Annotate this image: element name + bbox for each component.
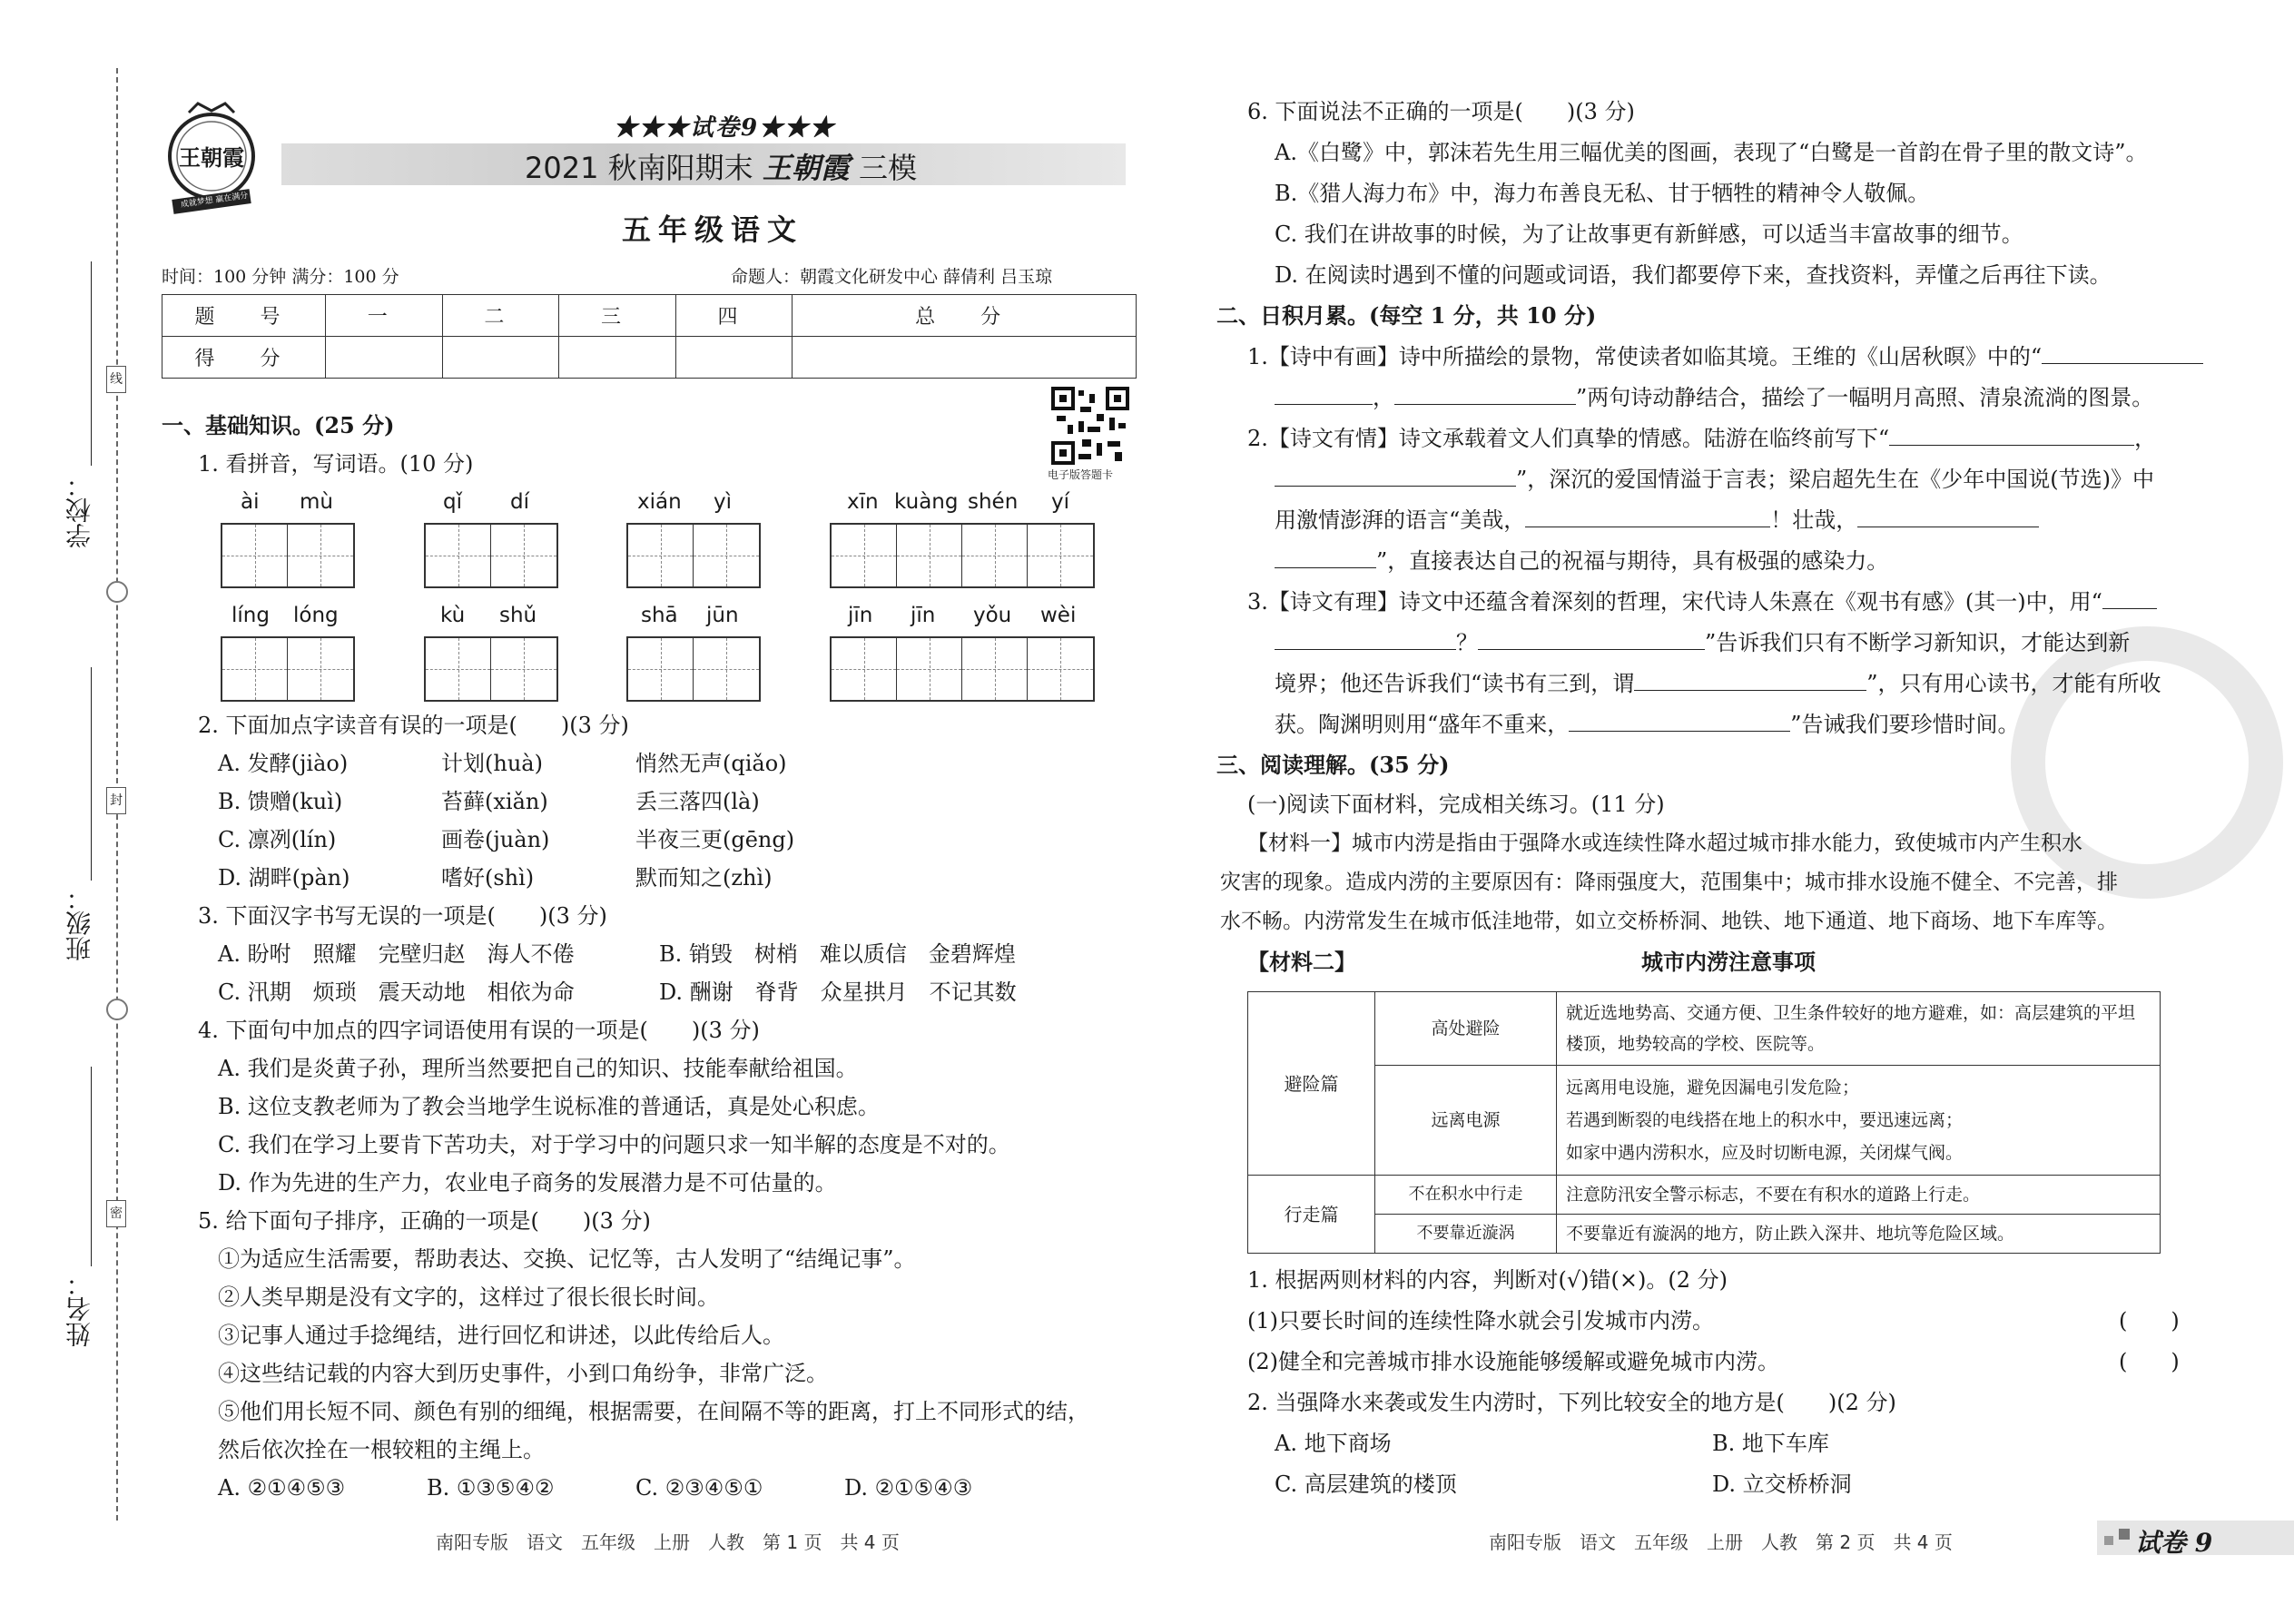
brand-logo: 王朝霞 成就梦想 赢在满分 bbox=[162, 100, 261, 218]
paper-tag: 试卷 9 bbox=[2135, 1528, 2213, 1558]
answer-blank[interactable] bbox=[1275, 465, 1516, 487]
q6-prompt: 6. 下面说法不正确的一项是( )(3 分) bbox=[1247, 99, 1635, 124]
q5-sentence: ①为适应生活需要，帮助表达、交换、记忆等，古人发明了“结绳记事”。 bbox=[218, 1246, 916, 1272]
section-2-title: 二、日积月累。(每空 1 分，共 10 分) bbox=[1216, 302, 1597, 329]
answer-blank[interactable] bbox=[1569, 710, 1790, 732]
material-2-label: 【材料二】 bbox=[1247, 950, 1356, 975]
answer-blank[interactable] bbox=[1478, 628, 1705, 650]
q6-option-c[interactable]: C. 我们在讲故事的时候，为了让故事更有新鲜感，可以适当丰富故事的细节。 bbox=[1275, 221, 2023, 247]
q5-sentence: ②人类早期是没有文字的，这样过了很长很长时间。 bbox=[218, 1284, 719, 1310]
q2-option-text: 画卷(juàn) bbox=[441, 827, 550, 852]
page-footer-right: 南阳专版 语文 五年级 上册 人教 第 2 页 共 4 页 bbox=[1489, 1531, 1953, 1553]
flood-info-table: 避险篇 高处避险 就近选地势高、交通方便、卫生条件较好的地方避难，如：高层建筑的平坦楼顶，地势较高的学校、医院等。 远离电源 远离用电设施，避免因漏电引发危险； 若遇到断裂的电线搭在地上的积水中，要迅速远离； 如家中遇内涝积水，应及时切断电源，关闭煤气阀。 行走篇 不在积水中行走 注意防汛安全警示标志，不要在有积水的道路上行走。 不要靠近漩涡 不要靠近有漩涡的地方，防止跌入深井、地坑等危险区域。 bbox=[1247, 991, 2161, 1254]
q3-prompt: 3. 下面汉字书写无误的一项是( )(3 分) bbox=[198, 903, 607, 929]
pinyin: yí bbox=[1051, 490, 1070, 514]
recite-1: 1.【诗中有画】诗中所描绘的景物，常使读者如临其境。王维的《山居秋暝》中的“ bbox=[1247, 342, 2203, 371]
recite-3-cont: 境界；他还告诉我们“读书有三到，谓 ”，只有用心读书，才能有所收 bbox=[1275, 671, 2161, 696]
exam-authors: 命题人：朝霞文化研发中心 薛倩利 吕玉琼 bbox=[731, 267, 1053, 287]
q2-option-b[interactable]: B. 馈赠(kuì) bbox=[218, 789, 343, 814]
qr-caption: 电子版答题卡 bbox=[1048, 468, 1114, 481]
q2-prompt: 2. 下面加点字读音有误的一项是( )(3 分) bbox=[198, 713, 629, 738]
reading-q1-statement-2: (2)健全和完善城市排水设施能够缓解或避免城市内涝。 bbox=[1247, 1349, 1779, 1374]
q5-option-a[interactable]: A. ②①④⑤③ bbox=[218, 1475, 346, 1501]
recite-3-cont: 获。陶渊明则用“盛年不重来， ”告诫我们要珍惜时间。 bbox=[1275, 712, 2020, 737]
q4-option-d[interactable]: D. 作为先进的生产力，农业电子商务的发展潜力是不可估量的。 bbox=[218, 1170, 837, 1196]
binding-seal-icon bbox=[106, 581, 128, 603]
binding-seal-icon bbox=[106, 999, 128, 1020]
q2-option-d[interactable]: D. 湖畔(pàn) bbox=[218, 865, 350, 891]
pinyin: xián bbox=[637, 490, 682, 514]
answer-blank[interactable] bbox=[2102, 587, 2157, 609]
binding-box-line: 线 bbox=[106, 366, 126, 393]
q3-option-a[interactable]: A. 盼咐 照耀 完壁归赵 海人不倦 bbox=[218, 941, 575, 967]
answer-blank[interactable] bbox=[1275, 546, 1376, 568]
pinyin: dí bbox=[510, 490, 529, 514]
pinyin: jūn bbox=[706, 604, 739, 627]
q5-option-b[interactable]: B. ①③⑤④② bbox=[427, 1475, 555, 1501]
recite-1-cont: ， ”两句诗动静结合，描绘了一幅明月高照、清泉流淌的图景。 bbox=[1275, 383, 2153, 412]
series-label: ★★★试卷9★★★ bbox=[614, 114, 836, 142]
pinyin: kuàng bbox=[894, 490, 959, 514]
answer-blank[interactable] bbox=[1275, 383, 1373, 405]
answer-grid[interactable] bbox=[626, 636, 761, 702]
passage-1-prompt: (一)阅读下面材料，完成相关练习。(11 分) bbox=[1247, 792, 1665, 817]
q5-prompt: 5. 给下面句子排序，正确的一项是( )(3 分) bbox=[198, 1208, 651, 1234]
recite-2-cont: ”，直接表达自己的祝福与期待，具有极强的感染力。 bbox=[1275, 546, 1888, 576]
score-table: 题 号 一 二 三 四 总 分 得 分 bbox=[162, 294, 1137, 379]
reading-q1-statement-1: (1)只要长时间的连续性降水就会引发城市内涝。 bbox=[1247, 1308, 1714, 1334]
answer-blank[interactable] bbox=[1275, 628, 1456, 650]
material-1: 灾害的现象。造成内涝的主要原因有：降雨强度大，范围集中；城市排水设施不健全、不完善，排 bbox=[1220, 871, 2118, 894]
q2-option-text: 丢三落四(là) bbox=[635, 789, 760, 814]
q6-option-a[interactable]: A.《白鹭》中，郭沫若先生用三幅优美的图画，表现了“白鹭是一首韵在骨子里的散文诗”。 bbox=[1275, 140, 2148, 165]
pinyin: líng bbox=[231, 604, 270, 627]
q2-option-text: 计划(huà) bbox=[441, 751, 543, 776]
tag-square-icon bbox=[2119, 1529, 2130, 1540]
q6-option-d[interactable]: D. 在阅读时遇到不懂的问题或词语，我们都要停下来，查找资料，弄懂之后再往下读。 bbox=[1275, 262, 2112, 288]
q2-option-a[interactable]: A. 发酵(jiào) bbox=[218, 751, 349, 776]
recite-2-cont: 用激情澎湃的语言“美哉， ！壮哉， bbox=[1275, 506, 2039, 535]
pinyin: lóng bbox=[293, 604, 339, 627]
answer-grid[interactable] bbox=[626, 523, 761, 588]
reading-q2-option-a[interactable]: A. 地下商场 bbox=[1275, 1431, 1392, 1456]
answer-grid[interactable] bbox=[424, 523, 558, 588]
pinyin: ài bbox=[241, 490, 260, 514]
pinyin: shā bbox=[641, 604, 678, 627]
q5-sentence: ③记事人通过手捻绳结，进行回忆和讲述，以此传给后人。 bbox=[218, 1323, 784, 1348]
tag-square-icon bbox=[2104, 1536, 2113, 1545]
pinyin: jīn bbox=[911, 604, 936, 627]
answer-grid[interactable] bbox=[424, 636, 558, 702]
class-label: 班级： bbox=[64, 885, 94, 961]
q1-prompt: 1. 看拼音，写词语。(10 分) bbox=[198, 451, 474, 477]
name-field[interactable] bbox=[91, 1067, 92, 1266]
answer-grid[interactable] bbox=[830, 523, 1095, 588]
q4-option-b[interactable]: B. 这位支教老师为了教会当地学生说标准的普通话，真是处心积虑。 bbox=[218, 1094, 880, 1119]
class-field[interactable] bbox=[91, 667, 92, 881]
recite-2-cont: ”，深沉的爱国情溢于言表；梁启超先生在《少年中国说(节选)》中 bbox=[1275, 465, 2154, 494]
answer-grid[interactable] bbox=[221, 523, 355, 588]
q6-option-b[interactable]: B.《猎人海力布》中，海力布善良无私、甘于牺牲的精神令人敬佩。 bbox=[1275, 181, 1930, 206]
answer-blank[interactable] bbox=[2042, 342, 2203, 364]
q5-sentence: ⑤他们用长短不同、颜色有别的细绳，根据需要，在间隔不等的距离，打上不同形式的结， bbox=[218, 1399, 1089, 1424]
pinyin: qǐ bbox=[443, 490, 462, 514]
q3-option-b[interactable]: B. 销毁 树梢 难以质信 金碧辉煌 bbox=[659, 941, 1016, 967]
subject-title: 五年级语文 bbox=[622, 212, 804, 247]
pinyin: wèi bbox=[1040, 604, 1077, 627]
binding-box-seal: 封 bbox=[106, 787, 126, 814]
watermark-seal bbox=[2011, 626, 2283, 899]
answer-blank[interactable] bbox=[1857, 506, 2039, 527]
reading-q1-prompt: 1. 根据两则材料的内容，判断对(√)错(×)。(2 分) bbox=[1247, 1267, 1728, 1293]
section-1-title: 一、基础知识。(25 分) bbox=[162, 412, 395, 438]
q4-prompt: 4. 下面句中加点的四字词语使用有误的一项是( )(3 分) bbox=[198, 1018, 760, 1043]
judge-paren[interactable]: ( ) bbox=[2119, 1308, 2180, 1334]
recite-3: 3.【诗文有理】诗文中还蕴含着深刻的哲理，宋代诗人朱熹在《观书有感》(其一)中，用“ bbox=[1247, 587, 2157, 616]
school-field[interactable] bbox=[91, 261, 92, 466]
material-1: 【材料一】城市内涝是指由于强降水或连续性降水超过城市排水能力，致使城市内产生积水 bbox=[1247, 832, 2082, 855]
q2-option-text: 悄然无声(qiǎo) bbox=[635, 751, 787, 776]
pinyin: jīn bbox=[848, 604, 873, 627]
judge-paren[interactable]: ( ) bbox=[2119, 1349, 2180, 1374]
q2-option-text: 嗜好(shì) bbox=[441, 865, 535, 891]
page-footer-left: 南阳专版 语文 五年级 上册 人教 第 1 页 共 4 页 bbox=[436, 1531, 900, 1553]
pinyin: shén bbox=[968, 490, 1019, 514]
binding-box-secret: 密 bbox=[106, 1200, 126, 1227]
recite-3-cont: ？ ”告诉我们只有不断学习新知识，才能达到新 bbox=[1275, 628, 2130, 657]
qr-code-icon[interactable] bbox=[1051, 387, 1129, 465]
answer-blank[interactable] bbox=[1889, 424, 2134, 446]
q5-option-d[interactable]: D. ②①⑤④③ bbox=[844, 1475, 973, 1501]
pinyin: xīn bbox=[847, 490, 879, 514]
q3-option-c[interactable]: C. 汛期 烦琐 震天动地 相依为命 bbox=[218, 979, 575, 1005]
q4-option-c[interactable]: C. 我们在学习上要肯下苦功夫，对于学习中的问题只求一知半解的态度是不对的。 bbox=[218, 1132, 1010, 1157]
q5-option-c[interactable]: C. ②③④⑤① bbox=[635, 1475, 763, 1501]
name-label: 姓名： bbox=[64, 1271, 94, 1347]
school-label: 学校： bbox=[64, 472, 94, 548]
page-title: 2021 秋南阳期末 王朝霞 三模 bbox=[525, 151, 917, 185]
material-1: 水不畅。内涝常发生在城市低洼地带，如立交桥桥洞、地铁、地下通道、地下商场、地下车库等。 bbox=[1220, 910, 2118, 933]
answer-blank[interactable] bbox=[1525, 506, 1770, 527]
answer-blank[interactable] bbox=[1394, 383, 1576, 405]
answer-grid[interactable] bbox=[830, 636, 1095, 702]
pinyin: shǔ bbox=[499, 604, 537, 627]
pinyin: mù bbox=[300, 490, 333, 514]
reading-q2-prompt: 2. 当强降水来袭或发生内涝时，下列比较安全的地方是( )(2 分) bbox=[1247, 1390, 1896, 1415]
answer-grid[interactable] bbox=[221, 636, 355, 702]
pinyin: yǒu bbox=[973, 604, 1012, 627]
answer-blank[interactable] bbox=[1634, 669, 1866, 691]
exam-time: 时间：100 分钟 满分：100 分 bbox=[162, 267, 399, 287]
pinyin: yì bbox=[714, 490, 733, 514]
q2-option-text: 默而知之(zhì) bbox=[635, 865, 773, 891]
q2-option-text: 苔藓(xiǎn) bbox=[441, 789, 548, 814]
material-2-title: 城市内涝注意事项 bbox=[1641, 950, 1816, 975]
q4-option-a[interactable]: A. 我们是炎黄子孙，理所当然要把自己的知识、技能奉献给祖国。 bbox=[218, 1056, 858, 1081]
q3-option-d[interactable]: D. 酬谢 脊背 众星拱月 不记其数 bbox=[659, 979, 1017, 1005]
pinyin: kù bbox=[440, 604, 466, 627]
reading-q2-option-c[interactable]: C. 高层建筑的楼顶 bbox=[1275, 1471, 1457, 1497]
reading-q2-option-b[interactable]: B. 地下车库 bbox=[1712, 1431, 1829, 1456]
section-3-title: 三、阅读理解。(35 分) bbox=[1216, 752, 1450, 778]
q2-option-c[interactable]: C. 凛冽(lín) bbox=[218, 827, 337, 852]
q2-option-text: 半夜三更(gēng) bbox=[635, 827, 795, 852]
q5-sentence: 然后依次拴在一根较粗的主绳上。 bbox=[218, 1437, 545, 1462]
recite-2: 2.【诗文有情】诗文承载着文人们真挚的情感。陆游在临终前写下“ ， bbox=[1247, 426, 2157, 451]
reading-q2-option-d[interactable]: D. 立交桥桥洞 bbox=[1712, 1471, 1852, 1497]
q5-sentence: ④这些结记载的内容大到历史事件，小到口角纷争，非常广泛。 bbox=[218, 1361, 828, 1386]
